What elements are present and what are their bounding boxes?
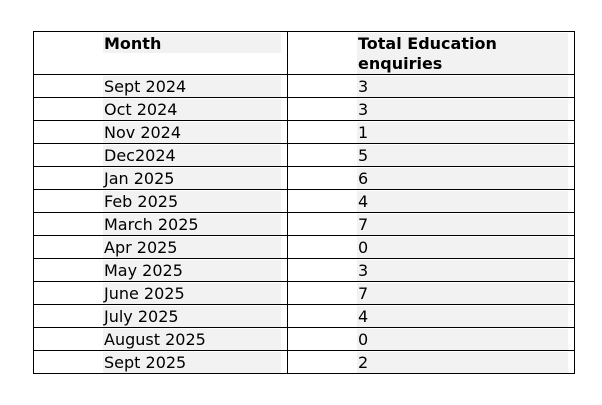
month-value: Apr 2025 — [103, 237, 281, 258]
month-value: Jan 2025 — [103, 168, 281, 189]
cell-total — [288, 236, 575, 259]
cell-month — [34, 75, 288, 98]
total-value: 3 — [357, 260, 568, 281]
cell-month — [34, 282, 288, 305]
total-value: 5 — [357, 145, 568, 166]
cell-month — [34, 305, 288, 328]
cell-month — [34, 167, 288, 190]
cell-month — [34, 121, 288, 144]
cell-month — [34, 259, 288, 282]
table-row — [34, 121, 575, 144]
month-value: Sept 2025 — [103, 352, 281, 373]
total-value: 0 — [357, 329, 568, 350]
total-value: 7 — [357, 283, 568, 304]
table-row — [34, 98, 575, 121]
cell-total — [288, 98, 575, 121]
month-value: March 2025 — [103, 214, 281, 235]
cell-month — [34, 236, 288, 259]
month-value: May 2025 — [103, 260, 281, 281]
header-month — [34, 32, 288, 75]
cell-month — [34, 190, 288, 213]
cell-total — [288, 305, 575, 328]
month-value: Sept 2024 — [103, 76, 281, 97]
enquiries-table — [33, 31, 575, 374]
cell-total — [288, 121, 575, 144]
table-row — [34, 213, 575, 236]
table-row — [34, 144, 575, 167]
cell-total — [288, 351, 575, 374]
total-value: 3 — [357, 99, 568, 120]
header-month-label: Month — [103, 33, 281, 53]
month-value: Oct 2024 — [103, 99, 281, 120]
table-row — [34, 305, 575, 328]
total-value: 4 — [357, 191, 568, 212]
table-row — [34, 259, 575, 282]
cell-month — [34, 351, 288, 374]
cell-month — [34, 328, 288, 351]
table-row — [34, 167, 575, 190]
cell-month — [34, 144, 288, 167]
cell-total — [288, 213, 575, 236]
cell-month — [34, 98, 288, 121]
cell-total — [288, 328, 575, 351]
table-row — [34, 75, 575, 98]
cell-total — [288, 190, 575, 213]
cell-month — [34, 213, 288, 236]
cell-total — [288, 259, 575, 282]
month-value: August 2025 — [103, 329, 281, 350]
table-header-row — [34, 32, 575, 75]
total-value: 7 — [357, 214, 568, 235]
month-value: June 2025 — [103, 283, 281, 304]
table-row — [34, 351, 575, 374]
table-row — [34, 282, 575, 305]
month-value: Nov 2024 — [103, 122, 281, 143]
table-row — [34, 236, 575, 259]
total-value: 4 — [357, 306, 568, 327]
table-body — [34, 75, 575, 374]
total-value: 0 — [357, 237, 568, 258]
cell-total — [288, 144, 575, 167]
total-value: 2 — [357, 352, 568, 373]
total-value: 3 — [357, 76, 568, 97]
header-total-enquiries — [288, 32, 575, 75]
month-value: Feb 2025 — [103, 191, 281, 212]
table-row — [34, 190, 575, 213]
table-row — [34, 328, 575, 351]
cell-total — [288, 167, 575, 190]
total-value: 1 — [357, 122, 568, 143]
header-total-label: Total Education enquiries — [357, 33, 568, 74]
month-value: Dec2024 — [103, 145, 281, 166]
cell-total — [288, 282, 575, 305]
total-value: 6 — [357, 168, 568, 189]
month-value: July 2025 — [103, 306, 281, 327]
cell-total — [288, 75, 575, 98]
